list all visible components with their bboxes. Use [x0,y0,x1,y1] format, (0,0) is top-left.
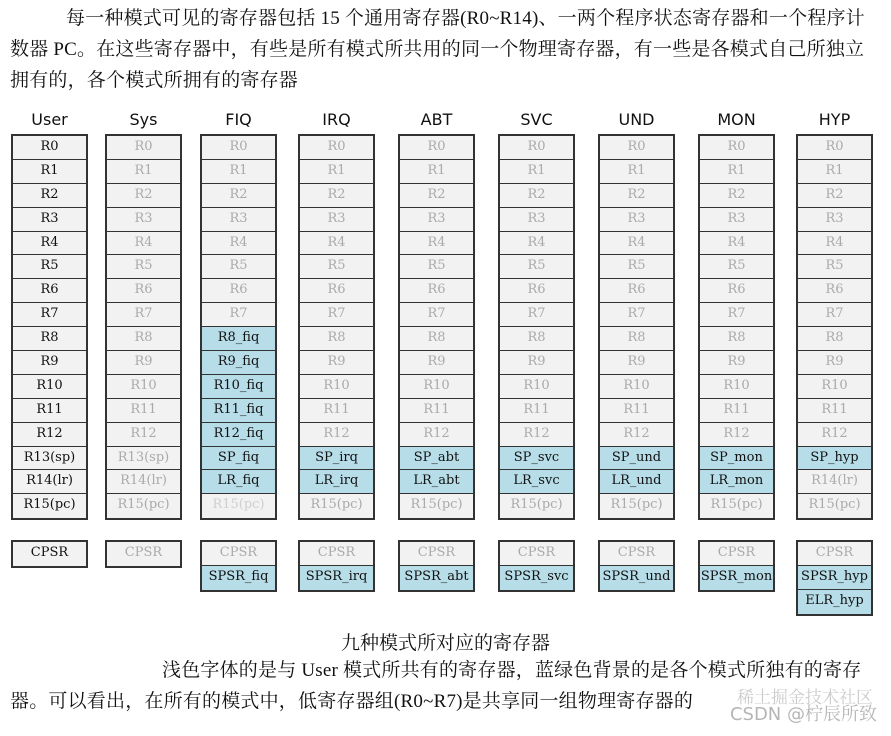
register-cell: R9 [400,351,473,375]
status-register-cell: CPSR [300,542,373,566]
register-cell: R10 [300,375,373,399]
register-cell: R11 [798,399,871,423]
register-cell: R12 [798,423,871,447]
register-cell: R13(sp) [13,447,86,471]
register-cell: LR_fiq [202,470,275,494]
explanation-paragraph: 浅色字体的是与 User 模式所共有的寄存器，蓝绿色背景的是各个模式所独有的寄存器。可以看出，在所有的模式中，低寄存器组(R0~R7)是共享同一组物理寄存器的 [10,660,862,712]
register-cell: R3 [13,208,86,232]
register-cell: R13(sp) [107,447,180,471]
status-register-cell: CPSR [500,542,573,566]
register-cell: SP_mon [700,447,773,471]
register-stack [200,134,277,520]
status-register-stack-svc [498,540,575,592]
register-cell: R12 [300,423,373,447]
intro-paragraph: 每一种模式可见的寄存器包括 15 个通用寄存器(R0~R14)、一两个程序状态寄存器和一个程序计数器 PC。在这些寄存器中，有些是所有模式所共用的同一个物理寄存器，有一些是各模式自己所独立拥有的，各个模式所拥有的寄存器 [10,8,865,91]
register-cell: R0 [13,136,86,160]
register-cell: SP_hyp [798,447,871,471]
register-cell: R12 [700,423,773,447]
register-cell: R9 [300,351,373,375]
status-register-cell: CPSR [700,542,773,566]
register-cell: R5 [600,255,673,279]
status-register-cell: CPSR [400,542,473,566]
register-cell: LR_und [600,470,673,494]
register-cell: R3 [202,208,275,232]
register-cell: R0 [500,136,573,160]
register-stack [398,134,475,520]
register-cell: R15(pc) [202,494,275,518]
register-cell: R11 [500,399,573,423]
register-cell: R12 [13,423,86,447]
register-cell: R1 [700,160,773,184]
register-cell: R3 [107,208,180,232]
register-cell: R7 [107,303,180,327]
register-cell: R8 [300,327,373,351]
register-cell: R9_fiq [202,351,275,375]
register-cell: R0 [600,136,673,160]
register-cell: R12 [600,423,673,447]
register-cell: R6 [400,279,473,303]
register-cell: R1 [202,160,275,184]
register-cell: R9 [798,351,871,375]
register-cell: R2 [798,184,871,208]
register-cell: R9 [700,351,773,375]
register-cell: R14(lr) [798,470,871,494]
status-register-cell: SPSR_svc [500,566,573,590]
status-register-cell: ELR_hyp [798,590,871,614]
figure-caption: 九种模式所对应的寄存器 [340,633,550,654]
register-cell: R8 [700,327,773,351]
register-cell: SP_svc [500,447,573,471]
register-cell: R1 [600,160,673,184]
register-cell: R7 [202,303,275,327]
register-cell: R3 [700,208,773,232]
mode-header: UND [618,110,655,129]
register-stack [105,134,182,520]
register-cell: R4 [700,232,773,256]
register-cell: R11 [700,399,773,423]
status-register-cell: CPSR [600,542,673,566]
register-cell: R15(pc) [107,494,180,518]
register-cell: SP_und [600,447,673,471]
register-cell: R7 [700,303,773,327]
register-cell: R11 [600,399,673,423]
register-cell: LR_irq [300,470,373,494]
mode-header: IRQ [322,110,351,129]
register-cell: R8 [798,327,871,351]
register-cell: R12 [107,423,180,447]
register-stack [698,134,775,520]
register-cell: R8 [600,327,673,351]
register-cell: R9 [500,351,573,375]
register-cell: SP_irq [300,447,373,471]
register-cell: R1 [400,160,473,184]
register-cell: R6 [300,279,373,303]
mode-column-irq [298,106,375,520]
status-register-cell: SPSR_hyp [798,566,871,590]
register-cell: R3 [300,208,373,232]
status-register-cell: SPSR_irq [300,566,373,590]
status-register-cell: CPSR [13,542,86,566]
register-cell: R5 [798,255,871,279]
register-cell: R4 [600,232,673,256]
mode-column-hyp [796,106,873,520]
register-stack [298,134,375,520]
mode-header: User [31,110,68,129]
register-cell: R7 [300,303,373,327]
register-cell: R7 [500,303,573,327]
mode-header: MON [717,110,756,129]
register-cell: R10 [13,375,86,399]
mode-header: FIQ [225,110,252,129]
status-register-stack-hyp [796,540,873,616]
register-cell: R5 [700,255,773,279]
register-cell: R6 [107,279,180,303]
mode-header: Sys [129,110,158,129]
register-cell: R15(pc) [300,494,373,518]
register-cell: R2 [202,184,275,208]
register-cell: R6 [600,279,673,303]
register-cell: R5 [107,255,180,279]
status-register-stack-und [598,540,675,592]
register-cell: R0 [700,136,773,160]
register-cell: R14(lr) [13,470,86,494]
register-cell: R6 [202,279,275,303]
register-cell: LR_mon [700,470,773,494]
register-cell: R10 [400,375,473,399]
register-cell: R8 [500,327,573,351]
register-cell: R2 [300,184,373,208]
register-cell: R11 [13,399,86,423]
register-cell: R5 [202,255,275,279]
register-cell: SP_fiq [202,447,275,471]
register-cell: R8_fiq [202,327,275,351]
register-cell: R7 [13,303,86,327]
register-cell: R2 [700,184,773,208]
register-cell: R1 [500,160,573,184]
register-cell: R6 [500,279,573,303]
mode-header: HYP [818,110,851,129]
register-cell: R15(pc) [500,494,573,518]
status-register-cell: SPSR_mon [700,566,773,590]
status-register-stack-irq [298,540,375,592]
register-cell: R8 [13,327,86,351]
register-cell: R2 [500,184,573,208]
status-register-cell: CPSR [798,542,871,566]
register-cell: R8 [107,327,180,351]
register-cell: R6 [13,279,86,303]
register-cell: R0 [400,136,473,160]
watermark-community: 稀土掘金技术社区 [737,688,873,708]
status-register-cell: CPSR [107,542,180,566]
status-register-stack-fiq [200,540,277,592]
register-cell: SP_abt [400,447,473,471]
status-register-stack-abt [398,540,475,592]
register-cell: R8 [400,327,473,351]
register-cell: R5 [13,255,86,279]
status-register-stack-user [11,540,88,568]
status-register-stack-sys [105,540,182,568]
status-register-cell: SPSR_fiq [202,566,275,590]
register-cell: R11 [107,399,180,423]
register-cell: R3 [400,208,473,232]
register-cell: R1 [300,160,373,184]
register-cell: R11_fiq [202,399,275,423]
register-stack [498,134,575,520]
mode-column-svc [498,106,575,520]
register-cell: R10 [107,375,180,399]
register-cell: R1 [798,160,871,184]
mode-column-und [598,106,675,520]
register-cell: R3 [600,208,673,232]
register-cell: R5 [300,255,373,279]
register-cell: R15(pc) [600,494,673,518]
register-cell: R9 [13,351,86,375]
status-register-cell: SPSR_und [600,566,673,590]
register-cell: R12 [400,423,473,447]
register-cell: R6 [700,279,773,303]
register-stack [11,134,88,520]
register-cell: R4 [300,232,373,256]
register-cell: R5 [500,255,573,279]
register-cell: LR_svc [500,470,573,494]
register-cell: R0 [202,136,275,160]
mode-column-abt [398,106,475,520]
register-cell: R15(pc) [400,494,473,518]
register-stack [796,134,873,520]
register-cell: R14(lr) [107,470,180,494]
register-cell: R4 [202,232,275,256]
status-register-stack-mon [698,540,775,592]
status-register-cell: CPSR [202,542,275,566]
register-cell: R3 [500,208,573,232]
watermark-csdn: CSDN @柠辰所致 [729,704,877,725]
register-cell: LR_abt [400,470,473,494]
register-stack [598,134,675,520]
register-cell: R10 [500,375,573,399]
register-cell: R9 [600,351,673,375]
register-cell: R0 [107,136,180,160]
mode-column-user [11,106,88,520]
register-cell: R1 [107,160,180,184]
register-cell: R4 [500,232,573,256]
register-cell: R12_fiq [202,423,275,447]
register-cell: R10 [600,375,673,399]
register-cell: R9 [107,351,180,375]
register-cell: R7 [798,303,871,327]
register-cell: R2 [107,184,180,208]
mode-column-fiq [200,106,277,520]
register-cell: R11 [400,399,473,423]
register-cell: R4 [107,232,180,256]
mode-column-mon [698,106,775,520]
mode-header: ABT [420,110,453,129]
register-cell: R11 [300,399,373,423]
register-cell: R5 [400,255,473,279]
register-cell: R10 [798,375,871,399]
register-cell: R10_fiq [202,375,275,399]
register-cell: R12 [500,423,573,447]
register-cell: R2 [600,184,673,208]
mode-header: SVC [520,110,553,129]
register-cell: R1 [13,160,86,184]
register-cell: R4 [400,232,473,256]
register-cell: R10 [700,375,773,399]
register-cell: R7 [400,303,473,327]
register-cell: R4 [798,232,871,256]
register-cell: R2 [400,184,473,208]
register-cell: R0 [300,136,373,160]
mode-column-sys [105,106,182,520]
register-cell: R15(pc) [700,494,773,518]
register-cell: R15(pc) [13,494,86,518]
register-cell: R2 [13,184,86,208]
register-cell: R6 [798,279,871,303]
register-cell: R4 [13,232,86,256]
status-register-cell: SPSR_abt [400,566,473,590]
register-cell: R3 [798,208,871,232]
register-cell: R15(pc) [798,494,871,518]
register-cell: R7 [600,303,673,327]
register-cell: R0 [798,136,871,160]
